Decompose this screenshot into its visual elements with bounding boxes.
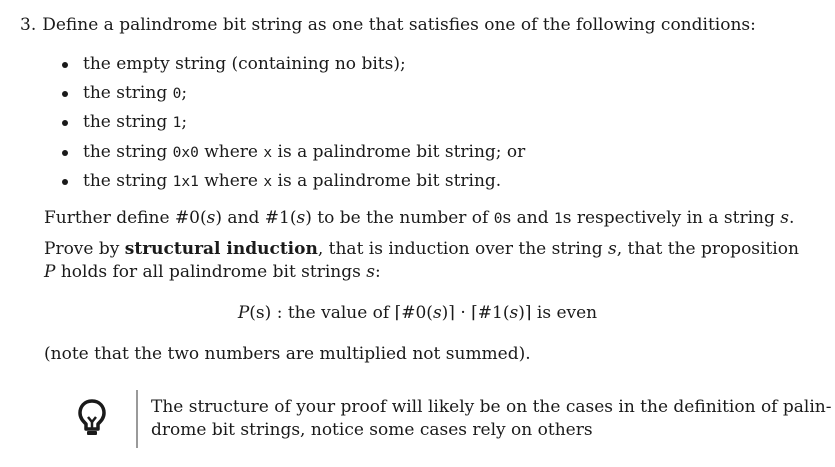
condition-text: ; — [181, 112, 188, 132]
bullet-dot — [62, 91, 68, 97]
condition-code: 1x1 — [172, 174, 199, 190]
condition-text: the empty string (containing no bits); — [83, 54, 406, 74]
condition-text: the string — [83, 112, 173, 132]
condition-text: is a palindrome bit string. — [272, 171, 502, 191]
further-define-paragraph: Further define #0(s) and #1(s) to be the number of 0s and 1s respectively in a string s. — [44, 208, 795, 228]
bullet-dot — [62, 120, 68, 126]
hint-divider — [136, 390, 138, 448]
condition-text: the string — [83, 83, 173, 103]
note-text: (note that the two numbers are multiplied not summed). — [44, 344, 531, 364]
condition-text: ; — [181, 83, 188, 103]
question-number: 3. — [20, 15, 37, 35]
prove-paragraph-line2: P holds for all palindrome bit strings s: — [44, 262, 381, 282]
condition-text: the string — [83, 171, 173, 191]
condition-text: where — [198, 171, 264, 191]
condition-text: the string — [83, 142, 173, 162]
hint-text-line1: The structure of your proof will likely be on the cases in the definition of palin- — [151, 397, 832, 417]
condition-code: x — [263, 145, 273, 161]
condition-code: 0 — [172, 86, 182, 102]
question-intro — [20, 14, 756, 36]
condition-text: where — [198, 142, 264, 162]
bullet-dot — [62, 179, 68, 185]
condition-text: is a palindrome bit string; or — [272, 142, 526, 162]
prove-paragraph-line1: Prove by structural induction, that is induction over the string s, that the proposition — [44, 239, 799, 259]
lightbulb-icon — [77, 398, 107, 440]
structural-induction-emphasis: structural induction — [124, 239, 318, 259]
bullet-dot — [62, 150, 68, 156]
hint-text-line2: drome bit strings, notice some cases rely on others — [151, 420, 593, 440]
question-intro-text: Define a palindrome bit string as one that satisfies one of the following conditions: — [42, 15, 756, 35]
condition-code: 0x0 — [172, 145, 199, 161]
condition-code: x — [263, 174, 273, 190]
bullet-dot — [62, 62, 68, 68]
condition-code: 1 — [172, 115, 182, 131]
proposition-formula: P(s) : the value of ⌈#0(s)⌉ · ⌈#1(s)⌉ is even — [237, 303, 598, 323]
